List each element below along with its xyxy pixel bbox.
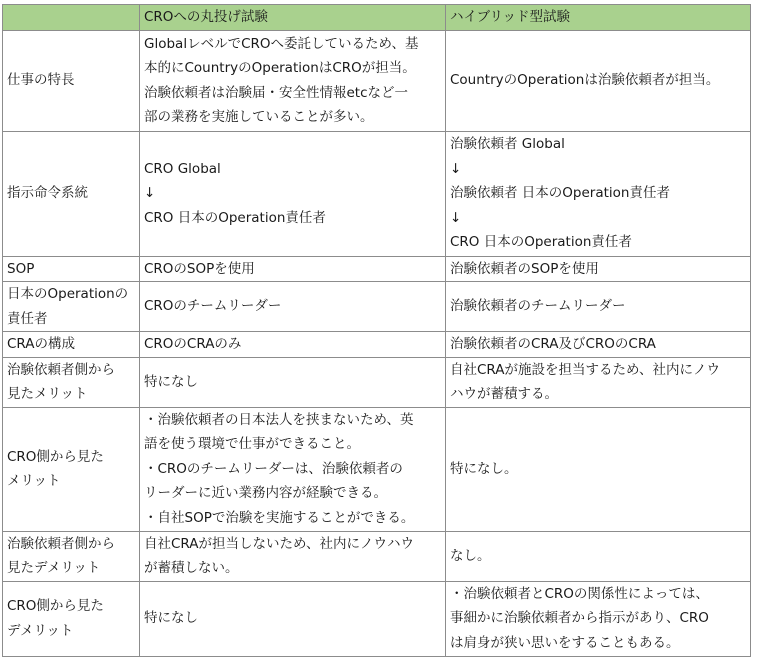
cell-line: CROのチームリーダー	[144, 298, 282, 315]
cell-line: 事細かに治験依頼者から指示があり、CRO	[450, 610, 709, 627]
row-label-line: 責任者	[7, 310, 48, 327]
header-cro-full-outsourcing: CROへの丸投げ試験	[140, 5, 446, 31]
cell-line: 治験依頼者のSOPを使用	[450, 260, 599, 277]
cell-line: なし。	[450, 547, 491, 564]
table-row-sponsor-merit	[3, 357, 751, 407]
table-row-cra-composition	[3, 332, 751, 358]
comparison-table	[2, 4, 751, 657]
row-label-line: メリット	[7, 473, 61, 489]
cro-cell	[140, 531, 446, 581]
cell-line: 特になし。	[450, 460, 518, 477]
cell-line: CROのSOPを使用	[144, 260, 255, 277]
cell-line: ・自社SOPで治験を実施することができる。	[144, 509, 415, 526]
cell-line: 部の業務を実施していることが多い。	[144, 109, 374, 125]
cell-line: CRO 日本のOperation責任者	[144, 209, 326, 226]
cell-line: 治験依頼者 日本のOperation責任者	[450, 185, 670, 202]
hybrid-cell	[446, 256, 751, 282]
cro-cell	[140, 332, 446, 358]
row-label	[3, 131, 140, 256]
cell-line: 語を使う環境で仕事ができること。	[144, 436, 360, 453]
hybrid-cell	[446, 357, 751, 407]
row-label-line: CRO側から見た	[7, 598, 104, 614]
cell-line: 治験依頼者のチームリーダー	[450, 298, 626, 315]
cell-line: CRO 日本のOperation責任者	[450, 234, 632, 251]
down-arrow-icon: ↓	[450, 209, 462, 226]
cell-line: ハウが蓄積する。	[450, 386, 558, 402]
hybrid-cell	[446, 581, 751, 656]
row-label	[3, 407, 140, 531]
cro-cell	[140, 256, 446, 282]
table-row-sop	[3, 256, 751, 282]
cro-cell	[140, 357, 446, 407]
row-label-line: CRO側から見た	[7, 448, 104, 465]
cro-cell	[140, 30, 446, 131]
table-row-sponsor-demerit	[3, 531, 751, 581]
row-label-line: SOP	[7, 260, 35, 277]
header-row	[3, 5, 751, 31]
row-label	[3, 282, 140, 332]
cell-line: ・治験依頼者の日本法人を挟まないため、英	[144, 411, 414, 428]
row-label	[3, 256, 140, 282]
row-label-line: 仕事の特長	[7, 72, 75, 89]
cell-line: は肩身が狭い思いをすることもある。	[450, 634, 680, 651]
row-label-line: 見たメリット	[7, 386, 88, 402]
hybrid-cell	[446, 332, 751, 358]
cell-line: 治験依頼者は治験届・安全性情報etcなど一	[144, 84, 409, 101]
cell-line: ・CROのチームリーダーは、治験依頼者の	[144, 460, 403, 477]
cell-line: CountryのOperationは治験依頼者が担当。	[450, 72, 720, 89]
cell-line: 治験依頼者のCRA及びCROのCRA	[450, 336, 656, 352]
cell-line: 治験依頼者 Global	[450, 136, 565, 153]
row-label	[3, 581, 140, 656]
row-label	[3, 30, 140, 131]
hybrid-cell	[446, 282, 751, 332]
cell-line: 自社CRAが担当しないため、社内にノウハウ	[144, 535, 414, 552]
row-label-line: 指示命令系統	[7, 185, 88, 202]
row-label-line: 治験依頼者側から	[7, 361, 115, 378]
cell-line: 特になし	[144, 373, 198, 390]
cro-cell	[140, 131, 446, 256]
cell-line: 特になし	[144, 610, 198, 627]
cell-line: 自社CRAが施設を担当するため、社内にノウ	[450, 361, 720, 378]
cell-line: CROのCRAのみ	[144, 336, 242, 352]
cro-cell	[140, 407, 446, 531]
down-arrow-icon: ↓	[450, 160, 462, 177]
cell-line: ・治験依頼者とCROの関係性によっては、	[450, 585, 709, 602]
row-label	[3, 531, 140, 581]
cro-cell	[140, 282, 446, 332]
row-label	[3, 357, 140, 407]
table-row-cro-merit	[3, 407, 751, 531]
hybrid-cell	[446, 407, 751, 531]
row-label-line: CRAの構成	[7, 336, 75, 352]
cell-line: が蓄積しない。	[144, 560, 239, 576]
table-row-cro-demerit	[3, 581, 751, 656]
cell-line: リーダーに近い業務内容が経験できる。	[144, 485, 387, 502]
hybrid-cell	[446, 30, 751, 131]
row-label-line: 見たデメリット	[7, 560, 101, 576]
hybrid-cell	[446, 131, 751, 256]
row-label-line: デメリット	[7, 622, 74, 639]
down-arrow-icon: ↓	[144, 185, 156, 202]
cell-line: Globalレベルで​CROへ委託しているため、基	[144, 35, 419, 52]
table-row-operation-manager	[3, 282, 751, 332]
table-row-job-features	[3, 30, 751, 131]
header-corner-cell	[3, 5, 140, 31]
cro-cell	[140, 581, 446, 656]
row-label-line: 治験依頼者側から	[7, 535, 115, 552]
table-row-command-chain	[3, 131, 751, 256]
row-label-line: 日本のOperationの	[7, 286, 129, 302]
cell-line: CRO Global	[144, 160, 221, 177]
cell-line: 本的にCountryのOperationはCROが担当。	[144, 60, 416, 76]
row-label	[3, 332, 140, 358]
hybrid-cell	[446, 531, 751, 581]
header-hybrid-trial: ハイブリッド型試験	[446, 5, 751, 31]
